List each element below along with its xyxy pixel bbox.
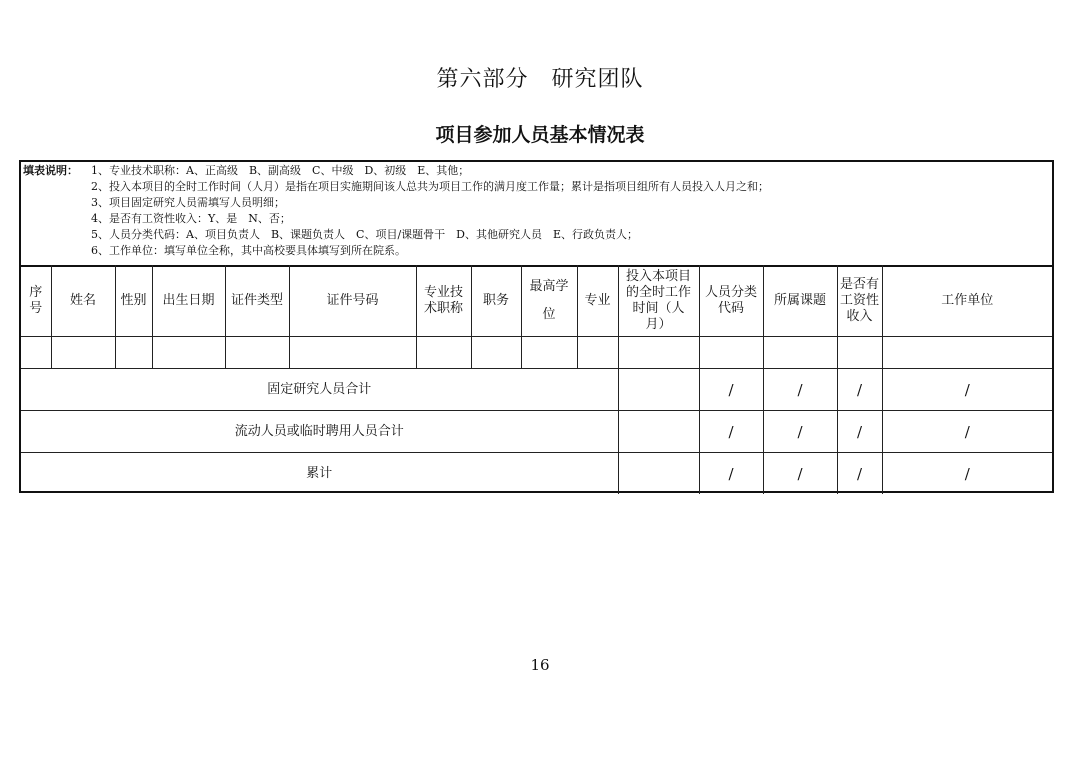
summary-fulltime-value[interactable] [618,369,699,411]
cell[interactable] [416,337,471,369]
summary-label: 流动人员或临时聘用人员合计 [21,411,618,453]
header-fulltime-months: 投入本项目的全时工作时间（人月） [618,265,699,337]
instruction-line: 6、工作单位：填写单位全称，其中高校要具体填写到所在院系。 [91,244,406,257]
cell[interactable] [225,337,289,369]
summary-label: 固定研究人员合计 [21,369,618,411]
summary-label: 累计 [21,453,618,495]
cell[interactable] [152,337,225,369]
cell[interactable] [471,337,521,369]
header-id-type: 证件类型 [225,265,289,337]
cell[interactable] [289,337,416,369]
page-number: 16 [530,656,550,674]
header-work-unit: 工作单位 [882,265,1052,337]
cell[interactable] [21,337,51,369]
cell[interactable] [577,337,618,369]
summary-row-temporary [21,411,1052,453]
header-row [21,265,1052,337]
cell[interactable] [521,337,577,369]
summary-slash: / [763,411,837,453]
header-salary-income: 是否有工资性收入 [837,265,882,337]
summary-slash: / [763,453,837,495]
header-degree-bottom: 位 [542,306,556,322]
summary-slash: / [699,453,763,495]
instruction-line: 5、人员分类代码：A、项目负责人 B、课题负责人 C、项目/课题骨干 D、其他研究人员 E、行政负责人； [91,228,638,241]
instruction-line: 4、是否有工资性收入：Y、是 N、否； [91,212,291,225]
header-seq: 序号 [21,265,51,337]
table-title: 项目参加人员基本情况表 [435,124,645,146]
personnel-table-frame [19,160,1054,493]
summary-slash: / [837,411,882,453]
cell[interactable] [882,337,1052,369]
instructions-label: 填表说明： [23,164,78,177]
header-major: 专业 [577,265,618,337]
cell[interactable] [763,337,837,369]
cell[interactable] [51,337,115,369]
instruction-line: 3、项目固定研究人员需填写人员明细； [91,196,285,209]
header-professional-title: 专业技术职称 [416,265,471,337]
instructions-lines [91,163,769,259]
header-category-code: 人员分类代码 [699,265,763,337]
instruction-line: 1、专业技术职称：A、正高级 B、副高级 C、中级 D、初级 E、其他； [91,164,470,177]
header-id-number: 证件号码 [289,265,416,337]
header-degree [521,265,577,337]
cell[interactable] [115,337,152,369]
header-degree-top: 最高学 [529,278,569,294]
header-birth-date: 出生日期 [152,265,225,337]
header-gender: 性别 [115,265,152,337]
summary-slash: / [882,453,1052,495]
cell[interactable] [618,337,699,369]
instructions-box [21,162,1052,267]
section-title: 第六部分 研究团队 [436,67,644,92]
summary-row-total [21,453,1052,495]
summary-slash: / [763,369,837,411]
personnel-table [21,265,1052,494]
summary-slash: / [837,453,882,495]
cell[interactable] [837,337,882,369]
summary-row-fixed [21,369,1052,411]
summary-slash: / [699,369,763,411]
summary-fulltime-value[interactable] [618,411,699,453]
header-subject: 所属课题 [763,265,837,337]
header-position: 职务 [471,265,521,337]
summary-slash: / [882,369,1052,411]
header-name: 姓名 [51,265,115,337]
summary-fulltime-value[interactable] [618,453,699,495]
summary-slash: / [882,411,1052,453]
cell[interactable] [699,337,763,369]
summary-slash: / [837,369,882,411]
table-row [21,337,1052,369]
instruction-line: 2、投入本项目的全时工作时间（人月）是指在项目实施期间该人总共为项目工作的满月度工作量；累计是指项目组所有人员投入人月之和； [91,180,769,193]
summary-slash: / [699,411,763,453]
